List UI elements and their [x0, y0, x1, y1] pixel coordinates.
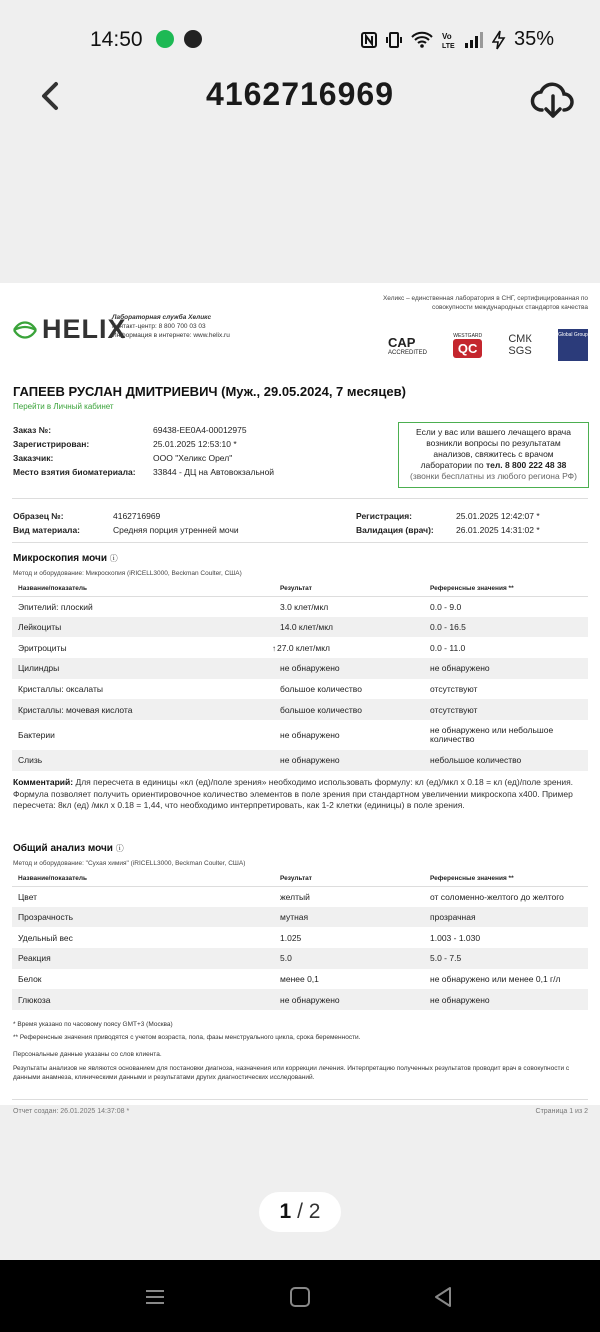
lab-contacts: Лабораторная служба Хеликс Контакт-центр: 8 800 700 03 03 Информация в интернете: www.helix.ru	[112, 314, 230, 339]
footnote-personal-data: Персональные данные указаны со слов клиента.	[13, 1051, 162, 1058]
pdf-page[interactable]	[0, 283, 600, 1115]
battery-percent: 35%	[513, 28, 554, 50]
table-row: Кристаллы: мочевая кислота большое количество отсутствуют	[12, 699, 588, 720]
table-row: Лейкоциты 14.0 клет/мкл 0.0 - 16.5	[12, 617, 588, 638]
info-icon: ⓘ	[109, 554, 118, 563]
page-number: Страница 1 из 2	[535, 1108, 588, 1115]
back-icon[interactable]	[430, 1284, 456, 1310]
charging-icon	[492, 30, 506, 50]
notification-app-icon	[184, 30, 202, 48]
document-title: 4162716969	[206, 76, 394, 112]
sample-info: Образец №: 4162716969 Вид материала: Средняя порция утренней мочи	[13, 511, 239, 535]
table-row: Прозрачность мутная прозрачная	[12, 907, 588, 928]
helix-logo-icon	[12, 318, 38, 342]
status-time: 14:50	[90, 28, 143, 51]
table-row: Слизь не обнаружено небольшое количество	[12, 750, 588, 771]
helix-logo-text: HELIX	[42, 314, 127, 344]
info-icon: ⓘ	[115, 844, 124, 853]
footnote-reference: ** Референсные значения приводятся с учетом возраста, пола, фазы менструального цикла, срока беременности.	[13, 1034, 361, 1041]
svg-text:LTE: LTE	[441, 42, 455, 49]
footnote-time: * Время указано по часовому поясу GMT+3 (Москва)	[13, 1021, 173, 1028]
general-analysis-table: Название/показатель Результат Референсные значения ** Цвет желтый от соломенно-желтого до желтого Прозрачность мутная прозрачная Удельный вес 1.025 1.003 - 1.030 Реакция 5.0 5.0 - 7.5 Белок менее 0,1 не обнаружено или менее 0,1 г/л Глюкоза не обнаружено не обнаружено	[12, 872, 588, 1010]
svg-text:Vo: Vo	[441, 31, 452, 41]
report-created: Отчет создан: 26.01.2025 14:37:08 *	[13, 1108, 130, 1115]
helix-logo	[12, 314, 127, 345]
divider	[12, 1099, 588, 1100]
table-row: Эритроциты ↑27.0 клет/мкл 0.0 - 11.0	[18, 642, 466, 653]
table-row: Белок менее 0,1 не обнаружено или менее 0,1 г/л	[18, 974, 561, 985]
microscopy-method: Метод и оборудование: Микроскопия (iRICELL3000, Beckman Coulter, США)	[13, 570, 242, 577]
table-row: Эпителий: плоский 3.0 клет/мкл 0.0 - 9.0	[18, 601, 462, 612]
elevated-arrow-icon: ↑	[272, 643, 276, 653]
download-cloud-icon[interactable]	[530, 78, 576, 120]
certification-text: Хеликс – единственная лаборатория в СНГ, сертифицированная по совокупности международных стандартов качества	[382, 295, 588, 311]
vibrate-icon	[386, 31, 402, 49]
patient-name: ГАПЕЕВ РУСЛАН ДМИТРИЕВИЧ (Муж., 29.05.2024, 7 месяцев)	[13, 384, 406, 399]
table-row: Цилиндры не обнаружено не обнаружено	[12, 658, 588, 679]
volte-icon	[442, 31, 456, 49]
table-row: Бактерии не обнаружено не обнаружено или небольшое количество	[18, 725, 554, 745]
table-row: Кристаллы: оксалаты большое количество отсутствуют	[18, 684, 478, 695]
table-row: Цвет желтый от соломенно-желтого до желтого	[18, 891, 564, 902]
microscopy-title: Микроскопия мочи ⓘ	[13, 553, 118, 564]
table-row: Реакция 5.0 5.0 - 7.5	[12, 948, 588, 969]
app-bar	[0, 62, 600, 132]
page-indicator: 1 / 2	[259, 1192, 341, 1232]
microscopy-table: Название/показатель Результат Референсные значения ** Эпителий: плоский 3.0 клет/мкл 0.0 - 9.0 Лейкоциты 14.0 клет/мкл 0.0 - 16.5 Эритроциты ↑27.0 клет/мкл 0.0 - 11.0 Цилиндры не обнаружено не обнаружено Кристаллы: оксалаты большое количество отсутствуют Кристаллы: мочевая кислота большое количество отсутствуют Бактерии не обнаружено не обнаружено или небольшое количество Слизь не обнаружено небольшое количество	[12, 582, 588, 771]
table-row: Удельный вес 1.025 1.003 - 1.030	[18, 932, 481, 943]
divider	[12, 542, 588, 543]
system-nav-bar	[0, 1260, 600, 1332]
sgs-badge: СМК SGS	[508, 333, 532, 357]
order-meta: Заказ №: 69438-EE0A4-00012975 Зарегистрирован: 25.01.2025 12:53:10 * Заказчик: ООО "Хеликс Орел" Место взятия биоматериала: 33844 - ДЦ на Автовокзальной	[13, 425, 275, 477]
table-row: Глюкоза не обнаружено не обнаружено	[12, 989, 588, 1010]
footnote-disclaimer: Результаты анализов не являются основанием для постановки диагноза, назначения или коррекции лечения. Интерпретацию полученных результатов проводит врач в совокупности с данными анамнеза, клиническими данными и результатами других диагностических исследований.	[13, 1065, 570, 1081]
general-analysis-method: Метод и оборудование: "Сухая химия" (iRICELL3000, Beckman Coulter, США)	[13, 860, 246, 867]
cap-badge: CAP ACCREDITED	[388, 334, 428, 356]
conversion-comment: Комментарий: Для пересчета в единицы «кл (ед)/поле зрения» необходимо использовать формулу: кл (ед)/мкл х 0.18 = кл (ед)/поле зрения. Формула позволяет получить ориентировочное количество элементов в поле зрения при стандартном увеличении микроскопа х400. Пример пересчета: 8кл (ед) /мкл х 0.18 = 1,44, что необходимо интерпретировать, как 1-2 клетки (единицы) в поле зрения.	[13, 777, 574, 810]
personal-cabinet-link[interactable]: Перейти в Личный кабинет	[13, 402, 114, 411]
global-group-badge: Global Group	[558, 329, 588, 361]
general-analysis-title: Общий анализ мочи ⓘ	[13, 843, 124, 854]
spotify-icon	[156, 30, 174, 48]
signal-icon	[464, 31, 484, 49]
doctor-contact-box: Если у вас или вашего лечащего врача возникли вопросы по результатам анализов, свяжитесь с врачом лаборатории по тел. 8 800 222 48 38 (звонки бесплатны из любого региона РФ)	[398, 422, 589, 488]
wifi-icon	[410, 31, 434, 49]
registration-info: Регистрация: 25.01.2025 12:42:07 * Валидация (врач): 26.01.2025 14:31:02 *	[356, 511, 540, 535]
westgard-badge: WESTGARD QC	[453, 332, 483, 356]
recent-apps-icon[interactable]	[142, 1284, 168, 1310]
divider	[12, 498, 588, 499]
nfc-icon	[360, 31, 378, 49]
quality-badges	[388, 327, 588, 363]
home-icon[interactable]	[287, 1284, 313, 1310]
